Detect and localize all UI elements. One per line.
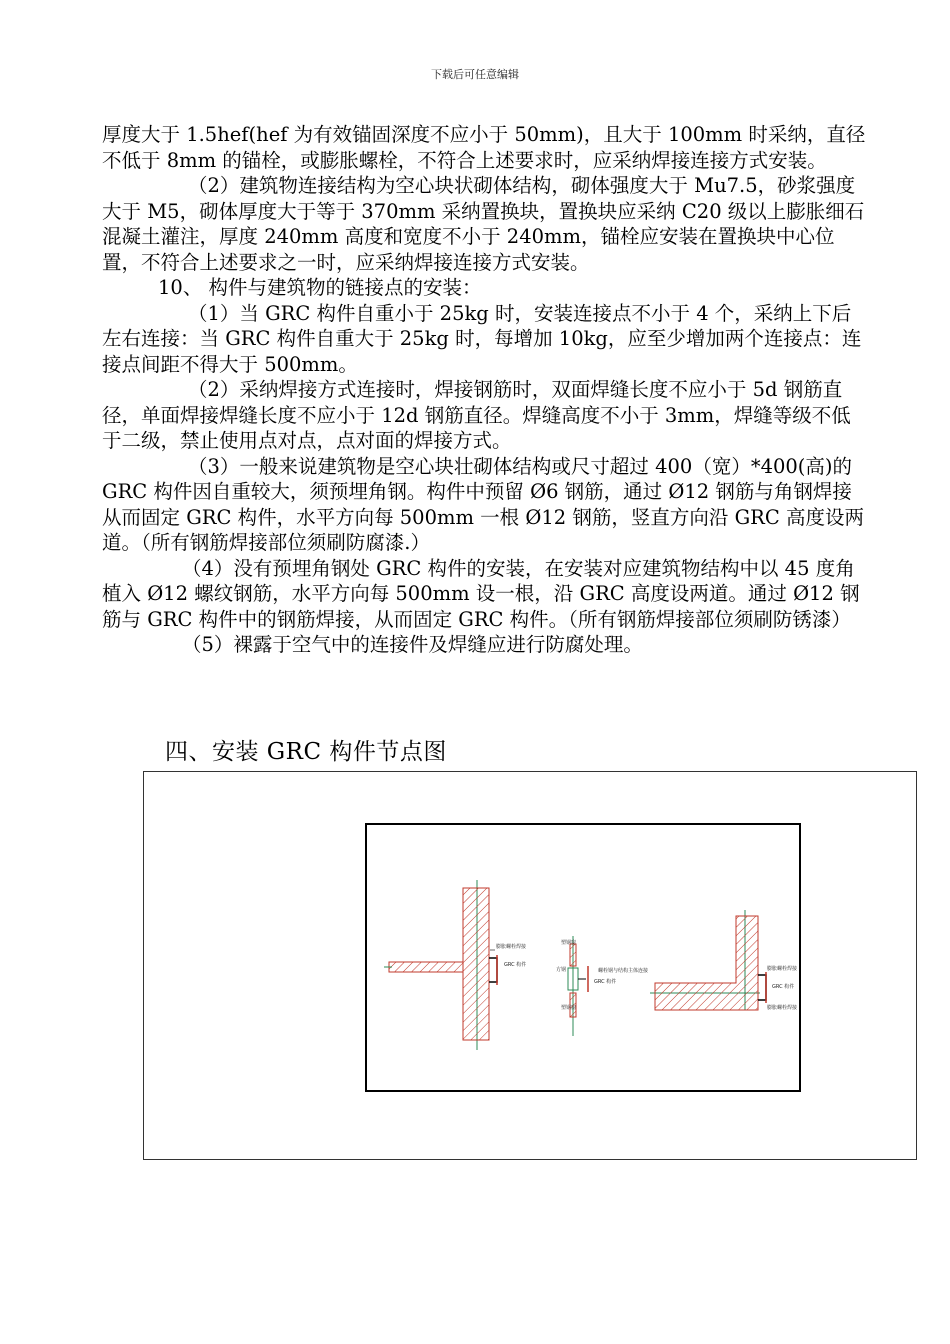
paragraph-anchor-thickness: 厚度大于 1.5hef(hef 为有效锚固深度不应小于 50mm)，且大于 100mm 时采纳，直径不低于 8mm 的锚栓，或膨胀螺栓，不符合上述要求时，应采纳焊接连接方式安装。 (102, 123, 866, 172)
middle-node-detail (556, 936, 648, 1036)
right-grc-bracket (758, 975, 766, 1000)
left-label-bolt: 膨胀螺栓焊接 (496, 944, 527, 950)
section-title: 四、安装 GRC 构件节点图 (165, 739, 447, 765)
right-label-bolt-top: 膨胀螺栓焊接 (767, 966, 798, 972)
left-label-grc: GRC 构件 (504, 962, 527, 968)
right-label-bolt-bottom: 膨胀螺栓焊接 (767, 1005, 798, 1011)
middle-label-right: 螺栓钢与结构主体连接 (598, 968, 649, 974)
middle-label-grc: GRC 构件 (594, 979, 617, 985)
left-wall (463, 888, 489, 1040)
middle-label-top: 塑钢窗 (561, 940, 577, 946)
paragraph-item-10: 10、 构件与建筑物的链接点的安装： (158, 276, 482, 299)
right-label-grc: GRC 构件 (772, 984, 795, 990)
middle-label-bottom: 塑钢窗 (561, 1005, 577, 1011)
right-l-wall (655, 916, 758, 1010)
paragraph-rebar-planting: （4）没有预埋角钢处 GRC 构件的安装，在安装对应建筑物结构中以 45 度角植入 Ø12 螺纹钢筋，水平方向每 500mm 设一根，沿 GRC 高度设两道。通过 Ø12 钢筋与 GRC 构件中的钢筋焊接，从而固定 GRC 构件。（所有钢筋焊接部位须刷防锈漆） (102, 556, 860, 631)
paragraph-angle-steel: （3）一般来说建筑物是空心块壮砌体结构或尺寸超过 400（宽）*400(高)的 GRC 构件因自重较大，须预埋角钢。构件中预留 Ø6 钢筋，通过 Ø12 钢筋与角钢焊接从而固定 GRC 构件，水平方向每 500mm 一根 Ø12 钢筋，竖直方向沿 GRC 高度设两道。（所有钢筋焊接部位须刷防腐漆.） (102, 454, 864, 554)
left-node-detail (384, 880, 526, 1050)
paragraph-welding: （2）采纳焊接方式连接时，焊接钢筋时，双面焊缝长度不应小于 5d 钢筋直径，单面焊接焊缝长度不应小于 12d 钢筋直径。焊缝高度不小于 3mm，焊缝等级不低于二级，禁止使用点对点，点对面的焊接方式。 (102, 378, 851, 452)
page-header-note: 下载后可任意编辑 (431, 68, 519, 81)
left-grc-bracket (489, 958, 497, 982)
right-node-detail (650, 910, 797, 1011)
paragraph-anticorrosion: （5）裸露于空气中的连接件及焊缝应进行防腐处理。 (182, 633, 643, 656)
paragraph-hollow-block: （2）建筑物连接结构为空心块状砌体结构，砌体强度大于 Mu7.5，砂浆强度大于 M5，砌体厚度大于等于 370mm 采纳置换块，置换块应采纳 C20 级以上膨胀细石混凝土灌注，厚度 240mm 高度和宽度不小于 240mm，锚栓应安装在置换块中心位置，不符合上述要求之一时，应采纳焊接连接方式安装。 (102, 174, 865, 274)
middle-label-left: 方钢 (556, 967, 567, 973)
paragraph-connection-points: （1）当 GRC 构件自重小于 25kg 时，安装连接点不小于 4 个，采纳上下后左右连接：当 GRC 构件自重大于 25kg 时，每增加 10kg，应至少增加两个连接点：连接点间距不得大于 500mm。 (102, 301, 862, 376)
left-slab (389, 962, 463, 972)
